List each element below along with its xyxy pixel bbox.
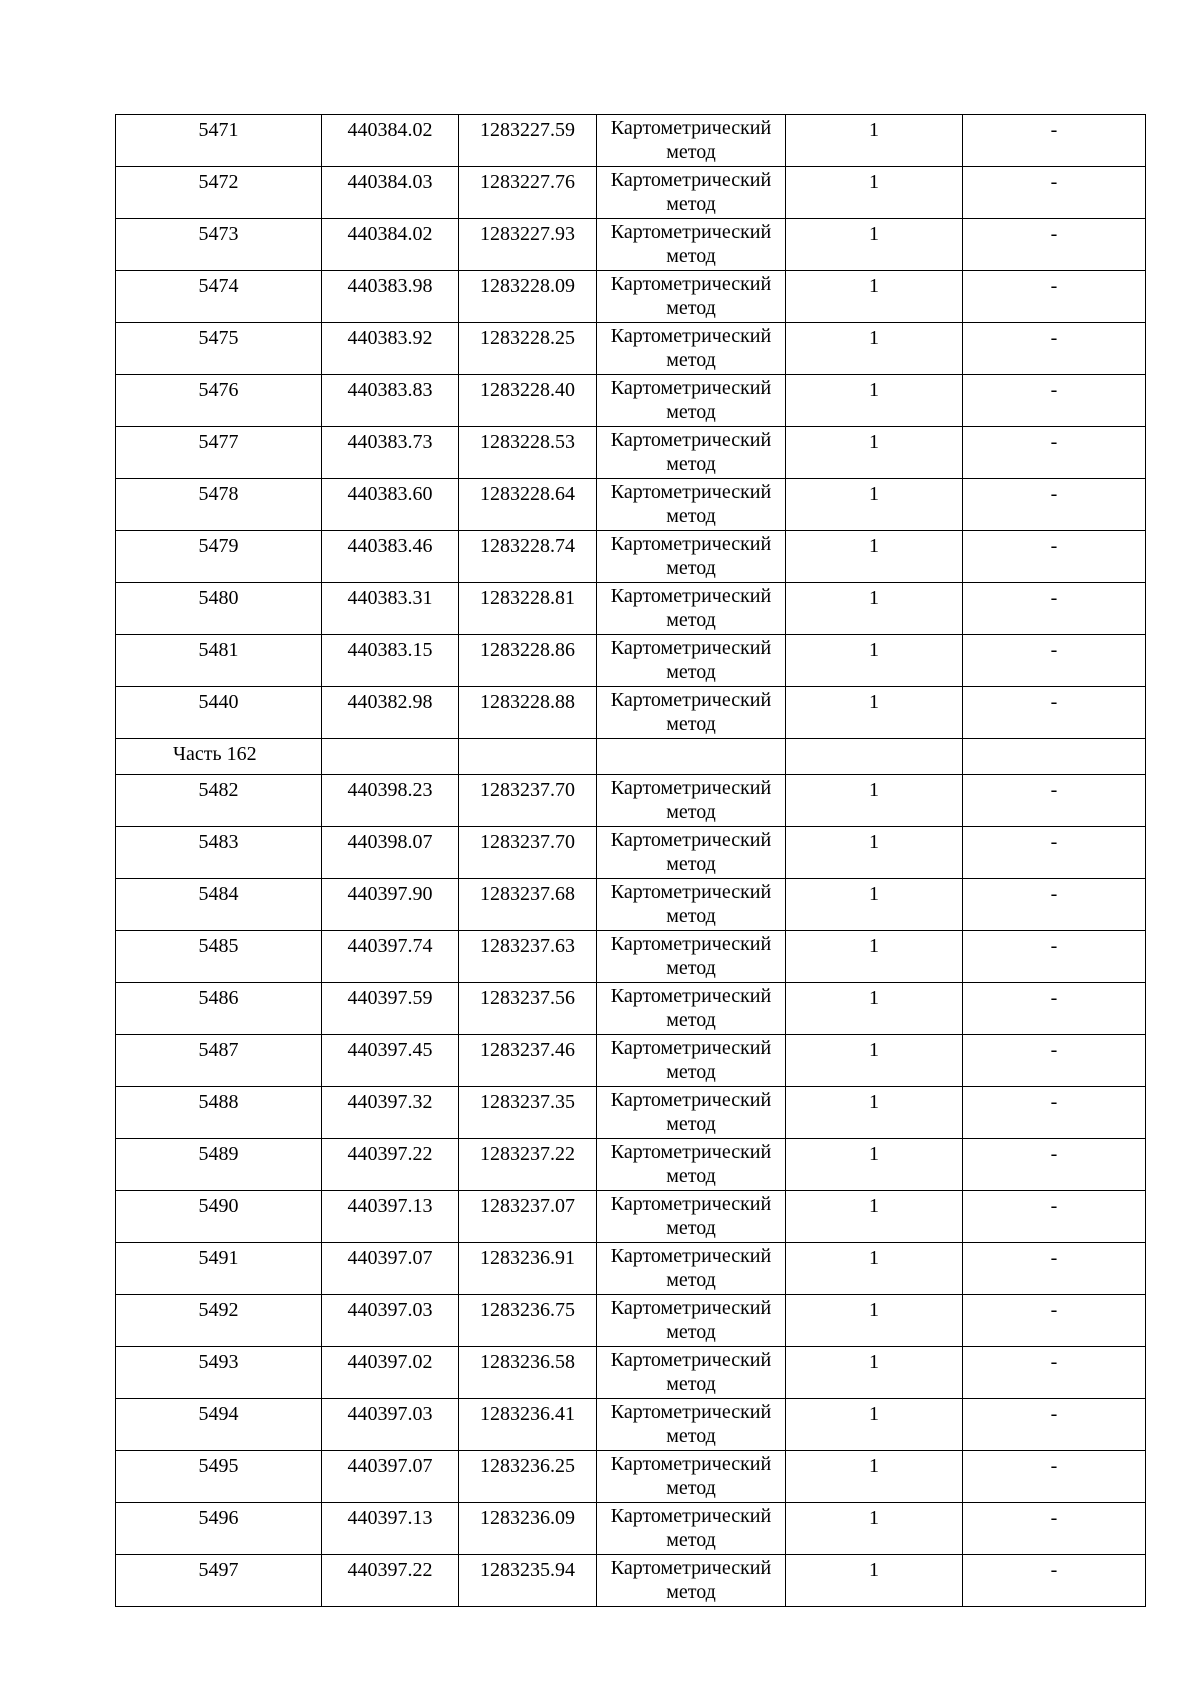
point-number: 5477 [116,427,322,479]
method-cell: Картометрический метод [597,323,786,375]
empty-cell [597,739,786,775]
y-coordinate: 1283228.25 [459,323,597,375]
x-coordinate: 440397.22 [322,1139,459,1191]
note-cell: - [963,1243,1146,1295]
note-cell: - [963,775,1146,827]
note-cell: - [963,531,1146,583]
accuracy-cell: 1 [786,323,963,375]
method-cell: Картометрический метод [597,1035,786,1087]
note-cell: - [963,1035,1146,1087]
x-coordinate: 440397.22 [322,1555,459,1607]
note-cell: - [963,1139,1146,1191]
x-coordinate: 440383.73 [322,427,459,479]
x-coordinate: 440383.60 [322,479,459,531]
point-number: 5482 [116,775,322,827]
y-coordinate: 1283237.35 [459,1087,597,1139]
x-coordinate: 440397.13 [322,1503,459,1555]
y-coordinate: 1283236.41 [459,1399,597,1451]
table-row [116,375,1146,427]
coordinates-table [115,114,1146,1607]
accuracy-cell: 1 [786,687,963,739]
point-number: 5489 [116,1139,322,1191]
accuracy-cell: 1 [786,983,963,1035]
point-number: 5494 [116,1399,322,1451]
accuracy-cell: 1 [786,583,963,635]
note-cell: - [963,583,1146,635]
table-row [116,1139,1146,1191]
accuracy-cell: 1 [786,271,963,323]
x-coordinate: 440384.02 [322,219,459,271]
x-coordinate: 440397.45 [322,1035,459,1087]
y-coordinate: 1283227.59 [459,115,597,167]
y-coordinate: 1283236.58 [459,1347,597,1399]
x-coordinate: 440397.32 [322,1087,459,1139]
accuracy-cell: 1 [786,775,963,827]
method-cell: Картометрический метод [597,1555,786,1607]
table-row [116,479,1146,531]
method-cell: Картометрический метод [597,1139,786,1191]
point-number: 5481 [116,635,322,687]
method-cell: Картометрический метод [597,375,786,427]
table-row [116,879,1146,931]
table-row [116,1087,1146,1139]
y-coordinate: 1283237.07 [459,1191,597,1243]
table-row [116,827,1146,879]
table-row [116,271,1146,323]
point-number: 5486 [116,983,322,1035]
x-coordinate: 440397.13 [322,1191,459,1243]
y-coordinate: 1283227.93 [459,219,597,271]
x-coordinate: 440397.90 [322,879,459,931]
accuracy-cell: 1 [786,1399,963,1451]
accuracy-cell: 1 [786,427,963,479]
accuracy-cell: 1 [786,1555,963,1607]
x-coordinate: 440398.23 [322,775,459,827]
x-coordinate: 440397.59 [322,983,459,1035]
method-cell: Картометрический метод [597,687,786,739]
note-cell: - [963,167,1146,219]
y-coordinate: 1283228.88 [459,687,597,739]
accuracy-cell: 1 [786,1451,963,1503]
table-row [116,219,1146,271]
y-coordinate: 1283236.91 [459,1243,597,1295]
point-number: 5472 [116,167,322,219]
note-cell: - [963,983,1146,1035]
note-cell: - [963,1451,1146,1503]
table-row [116,635,1146,687]
method-cell: Картометрический метод [597,1347,786,1399]
accuracy-cell: 1 [786,479,963,531]
accuracy-cell: 1 [786,1347,963,1399]
y-coordinate: 1283237.68 [459,879,597,931]
point-number: 5488 [116,1087,322,1139]
table-row [116,1503,1146,1555]
y-coordinate: 1283236.09 [459,1503,597,1555]
table-row [116,1295,1146,1347]
point-number: 5478 [116,479,322,531]
point-number: 5492 [116,1295,322,1347]
empty-cell [786,739,963,775]
accuracy-cell: 1 [786,531,963,583]
part-label: Часть 162 [116,739,322,775]
note-cell: - [963,375,1146,427]
accuracy-cell: 1 [786,1503,963,1555]
note-cell: - [963,931,1146,983]
y-coordinate: 1283228.81 [459,583,597,635]
note-cell: - [963,1087,1146,1139]
point-number: 5474 [116,271,322,323]
note-cell: - [963,1191,1146,1243]
table-row [116,323,1146,375]
method-cell: Картометрический метод [597,879,786,931]
note-cell: - [963,879,1146,931]
x-coordinate: 440397.02 [322,1347,459,1399]
point-number: 5491 [116,1243,322,1295]
x-coordinate: 440383.92 [322,323,459,375]
note-cell: - [963,1555,1146,1607]
accuracy-cell: 1 [786,1035,963,1087]
x-coordinate: 440384.03 [322,167,459,219]
method-cell: Картометрический метод [597,427,786,479]
method-cell: Картометрический метод [597,1399,786,1451]
point-number: 5485 [116,931,322,983]
method-cell: Картометрический метод [597,271,786,323]
accuracy-cell: 1 [786,1295,963,1347]
x-coordinate: 440397.74 [322,931,459,983]
point-number: 5440 [116,687,322,739]
table-row [116,531,1146,583]
method-cell: Картометрический метод [597,115,786,167]
point-number: 5490 [116,1191,322,1243]
x-coordinate: 440384.02 [322,115,459,167]
table-body-after [116,775,1146,1607]
point-number: 5484 [116,879,322,931]
method-cell: Картометрический метод [597,1087,786,1139]
method-cell: Картометрический метод [597,1295,786,1347]
point-number: 5473 [116,219,322,271]
accuracy-cell: 1 [786,1087,963,1139]
table-row [116,1035,1146,1087]
x-coordinate: 440398.07 [322,827,459,879]
y-coordinate: 1283236.75 [459,1295,597,1347]
x-coordinate: 440397.07 [322,1243,459,1295]
note-cell: - [963,1399,1146,1451]
method-cell: Картометрический метод [597,219,786,271]
accuracy-cell: 1 [786,375,963,427]
empty-cell [963,739,1146,775]
x-coordinate: 440383.15 [322,635,459,687]
y-coordinate: 1283237.63 [459,931,597,983]
method-cell: Картометрический метод [597,531,786,583]
note-cell: - [963,1295,1146,1347]
y-coordinate: 1283228.09 [459,271,597,323]
method-cell: Картометрический метод [597,583,786,635]
method-cell: Картометрический метод [597,1503,786,1555]
x-coordinate: 440383.46 [322,531,459,583]
accuracy-cell: 1 [786,1191,963,1243]
y-coordinate: 1283237.70 [459,827,597,879]
table-body-before [116,115,1146,739]
x-coordinate: 440383.31 [322,583,459,635]
x-coordinate: 440397.07 [322,1451,459,1503]
x-coordinate: 440383.98 [322,271,459,323]
point-number: 5496 [116,1503,322,1555]
y-coordinate: 1283236.25 [459,1451,597,1503]
accuracy-cell: 1 [786,1139,963,1191]
point-number: 5495 [116,1451,322,1503]
point-number: 5476 [116,375,322,427]
point-number: 5487 [116,1035,322,1087]
accuracy-cell: 1 [786,879,963,931]
y-coordinate: 1283228.53 [459,427,597,479]
accuracy-cell: 1 [786,167,963,219]
method-cell: Картометрический метод [597,931,786,983]
table-row [116,427,1146,479]
x-coordinate: 440383.83 [322,375,459,427]
empty-cell [322,739,459,775]
table-row [116,931,1146,983]
y-coordinate: 1283228.74 [459,531,597,583]
note-cell: - [963,219,1146,271]
accuracy-cell: 1 [786,635,963,687]
y-coordinate: 1283228.40 [459,375,597,427]
point-number: 5483 [116,827,322,879]
accuracy-cell: 1 [786,219,963,271]
note-cell: - [963,479,1146,531]
point-number: 5479 [116,531,322,583]
method-cell: Картометрический метод [597,167,786,219]
y-coordinate: 1283228.64 [459,479,597,531]
y-coordinate: 1283237.56 [459,983,597,1035]
point-number: 5475 [116,323,322,375]
method-cell: Картометрический метод [597,827,786,879]
part-section [116,739,1146,775]
point-number: 5493 [116,1347,322,1399]
table-row [116,1555,1146,1607]
method-cell: Картометрический метод [597,775,786,827]
x-coordinate: 440382.98 [322,687,459,739]
table-row [116,687,1146,739]
accuracy-cell: 1 [786,1243,963,1295]
empty-cell [459,739,597,775]
table-row [116,1191,1146,1243]
y-coordinate: 1283228.86 [459,635,597,687]
method-cell: Картометрический метод [597,479,786,531]
point-number: 5480 [116,583,322,635]
note-cell: - [963,115,1146,167]
y-coordinate: 1283227.76 [459,167,597,219]
note-cell: - [963,427,1146,479]
table-row [116,1451,1146,1503]
y-coordinate: 1283237.70 [459,775,597,827]
x-coordinate: 440397.03 [322,1399,459,1451]
note-cell: - [963,323,1146,375]
method-cell: Картометрический метод [597,1451,786,1503]
table-row [116,1243,1146,1295]
x-coordinate: 440397.03 [322,1295,459,1347]
method-cell: Картометрический метод [597,983,786,1035]
y-coordinate: 1283237.46 [459,1035,597,1087]
method-cell: Картометрический метод [597,1243,786,1295]
table-row [116,1399,1146,1451]
accuracy-cell: 1 [786,827,963,879]
table-row [116,775,1146,827]
table-row [116,983,1146,1035]
accuracy-cell: 1 [786,115,963,167]
method-cell: Картометрический метод [597,1191,786,1243]
note-cell: - [963,827,1146,879]
table-row [116,167,1146,219]
table-row [116,1347,1146,1399]
note-cell: - [963,1347,1146,1399]
note-cell: - [963,271,1146,323]
note-cell: - [963,635,1146,687]
y-coordinate: 1283235.94 [459,1555,597,1607]
note-cell: - [963,1503,1146,1555]
table-row [116,583,1146,635]
note-cell: - [963,687,1146,739]
point-number: 5497 [116,1555,322,1607]
table-row [116,115,1146,167]
accuracy-cell: 1 [786,931,963,983]
part-header-row [116,739,1146,775]
point-number: 5471 [116,115,322,167]
method-cell: Картометрический метод [597,635,786,687]
y-coordinate: 1283237.22 [459,1139,597,1191]
